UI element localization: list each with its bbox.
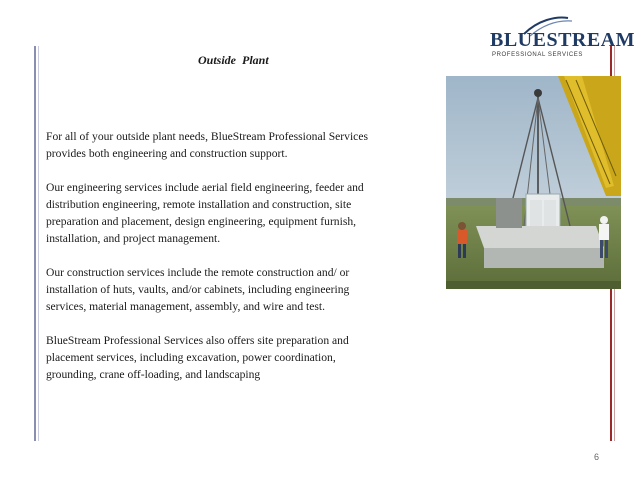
paragraph-intro xyxy=(46,128,446,162)
page-number: 6 xyxy=(594,452,600,462)
logo-tagline: PROFESSIONAL SERVICES xyxy=(492,52,583,58)
text-line: Our construction services include the remote construction and/ or xyxy=(46,266,350,279)
text-line: Our engineering services include aerial field engineering, feeder and xyxy=(46,181,364,194)
left-rule-outer xyxy=(34,46,36,441)
text-line: installation, and project management. xyxy=(46,232,221,245)
text-line: placement services, including excavation, power coordination, xyxy=(46,351,336,364)
slide-title: Outside Plant xyxy=(198,53,269,67)
text-line: services, material management, assembly, and wire and test. xyxy=(46,300,326,313)
text-line: BlueStream Professional Services also offers site preparation and xyxy=(46,334,349,347)
text-line: preparation and placement, design engineering, equipment furnish, xyxy=(46,215,357,228)
text-line: grounding, crane off-loading, and landscaping xyxy=(46,368,261,381)
paragraph-engineering xyxy=(46,179,446,247)
text-line: distribution engineering, remote installation and construction, site xyxy=(46,198,352,211)
left-rule-inner xyxy=(38,46,39,441)
company-logo xyxy=(486,14,636,62)
paragraph-site-preparation xyxy=(46,332,446,383)
crane-installation-photo xyxy=(446,76,621,289)
logo-wordmark: BLUESTREAM xyxy=(490,29,636,51)
slide-body xyxy=(46,128,446,400)
text-line: installation of huts, vaults, and/or cabinets, including engineering xyxy=(46,283,350,296)
text-line: For all of your outside plant needs, BlueStream Professional Services xyxy=(46,130,368,143)
paragraph-construction xyxy=(46,264,446,315)
text-line: provides both engineering and construction support. xyxy=(46,147,288,160)
